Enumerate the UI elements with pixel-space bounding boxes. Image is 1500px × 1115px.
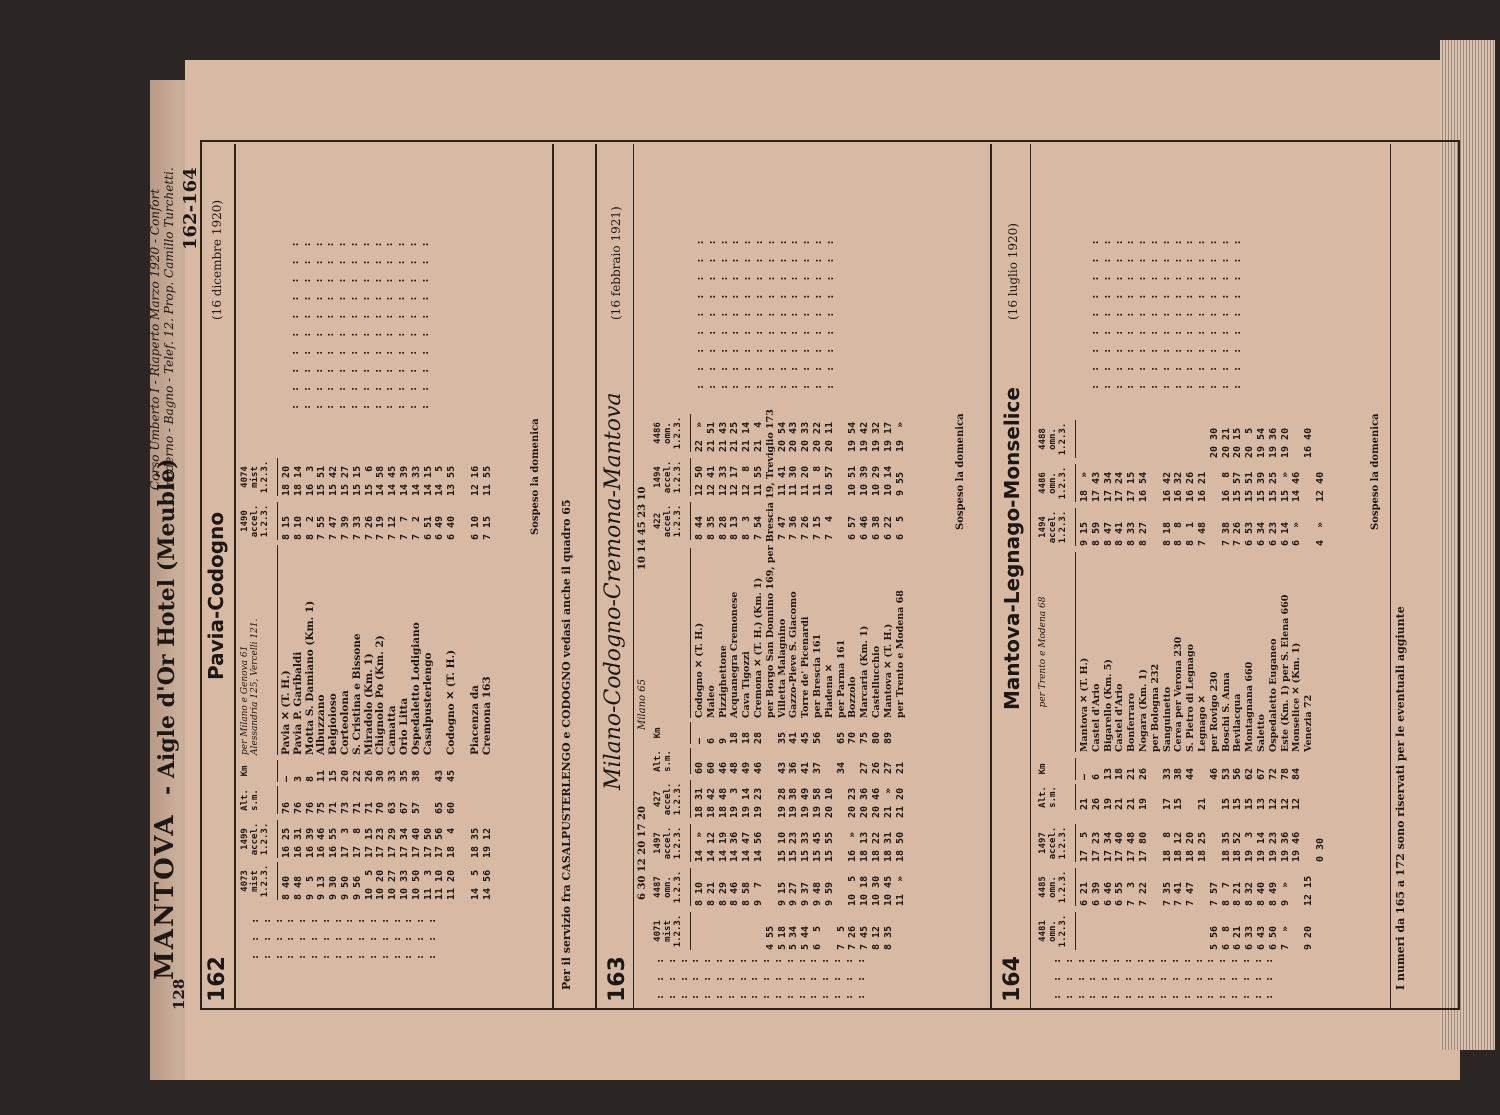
col-header-blank	[653, 548, 691, 718]
page-number: 128	[170, 978, 188, 1010]
bottom-note: Per il servizio fra CASALPUSTERLENGO e CODOGNO vedasi anche il quadro 65	[560, 499, 573, 990]
col-values: — 6 9 18 18 28 35 41 45 56 65 70 75 80 89	[694, 731, 894, 744]
address-line-2: moderno - Bagno - Telef. 12. Prop. Camillo Turchetti.	[162, 167, 176, 490]
col-alt	[653, 748, 906, 774]
col-values: 18 20 18 14 16 3 15 51 15 42 15 27 15 15 15 6 14 58 14 45 14 39 14 33 14 15 14 5 13 55 12 16 11 55	[281, 465, 493, 496]
col-values: 5 56 6 8 6 21 6 33 6 43 6 50 7 » 9 20	[1208, 925, 1315, 950]
rule	[1390, 144, 1391, 1010]
rule	[633, 144, 634, 1010]
col-4074	[240, 458, 493, 496]
empty-column: : : : : : : : : : : : : : : : : : : : : : : : : : : : : : : : : : : : : : : : : : : : : : : : : : : : : : :	[655, 957, 867, 1000]
hotel-ad: - Aigle d'Or Hotel (Meublé)	[154, 458, 180, 795]
col-values: 76 76 76 75 71 73 71 71 70 63 67 57 65 60	[281, 801, 458, 814]
top-times-right: 10 14 45 23 10	[637, 486, 648, 570]
col-4071	[653, 912, 895, 950]
col-header: 422 accel. 1.2.3.	[653, 502, 691, 540]
empty-column: : : : : : : : : : : : : : : : : : : : : : : : : : : : : : : : : : : : : : : : : : : : : : : : : : : : : : : : : :	[1052, 957, 1276, 1000]
table-date: (16 luglio 1920)	[1006, 223, 1020, 320]
col-values: 8 44 8 35 8 28 8 13 8 3 7 54 7 47 7 36 7 26 7 15 7 4 6 57 6 46 6 38 6 22 6 5	[694, 515, 906, 540]
table-163	[595, 140, 985, 1010]
empty-columns-right: : : : : : : : : : : : : : : : : : : : : : : : : : : : : : : : : : : : : : : : : : : : : : : : : : : : : : : : : : : : : : : : : : : : : : : : : : : : : : : : : : : : : : : : : : : : : : : : : : : : : : : : : : : : : : : : : : : : : : : : :	[290, 241, 431, 410]
col-values: 8 10 8 21 8 29 8 46 8 58 9 7 9 15 9 27 9 37 9 48 9 59 10 5 10 18 10 30 10 45 11 »	[694, 875, 906, 906]
rule	[595, 144, 597, 1010]
col-values: 4 55 5 18 5 34 5 44 6 5 7 5 7 26 7 45 8 12 8 35	[764, 925, 894, 950]
col-alt	[1038, 784, 1303, 810]
address-line-1: Corso Umberto I - Riaperto Marzo 1920 - Confort	[148, 188, 162, 490]
via-note: per Trento e Modena 68	[1038, 552, 1076, 752]
col-km	[240, 760, 458, 782]
col-header: Alt. s.m.	[653, 748, 691, 774]
col-header: 1497 accel. 1.2.3.	[653, 824, 691, 862]
station-names: Pavia ✕ (T. H.) Pavia P. Garibaldi Motta S. Damiano (Km. 1) Albuzzano Belgioioso Corteolona S. Cristina e Bissone Miradolo (Km. 1) Chignolo Po (Km. 2) Camatta Orio Litta Ospedaletto Lodigiano Casalpusterlengo Codogno ✕ (T. H.) Piacenza da Cremona 163	[280, 600, 493, 755]
col-values: 16 25 16 31 16 39 16 46 16 55 17 3 17 8 17 15 17 23 17 29 17 34 17 40 17 50 17 56 18 4 18 35 19 12	[281, 827, 493, 858]
col-4481	[1038, 912, 1315, 950]
col-values: 8 40 8 48 9 5 9 13 9 30 9 50 9 56 10 5 10 20 10 27 10 33 10 50 11 3 11 10 11 20 14 5 14 56	[281, 869, 493, 900]
col-4073	[240, 862, 493, 900]
col-values: 17 5 17 23 17 34 17 40 17 48 17 80 18 8 18 12 18 20 18 25 18 35 18 52 19 3 19 14 19 23 19 36 19 46 0 30	[1079, 831, 1326, 862]
table-title: Milano-Codogno-Cremona-Mantova	[601, 392, 626, 790]
col-alt	[240, 786, 458, 814]
col-stations	[1038, 552, 1315, 752]
col-header: 4486 omn. 1.2.3.	[653, 414, 691, 452]
col-values: 22 » 21 51 21 43 21 25 21 14 21 4 20 54 20 43 20 33 20 22 20 11 19 54 19 42 19 32 19 17 19 »	[694, 421, 906, 452]
col-values: 9 15 8 59 8 47 8 41 8 33 8 27 8 18 8 8 8 1 7 48 7 38 7 26 6 53 6 34 6 23 6 14 6 » 4 »	[1079, 521, 1326, 546]
col-1499	[240, 820, 493, 858]
rotated-sheet	[148, 140, 1460, 1010]
col-stations	[240, 545, 493, 755]
table-date: (16 febbraio 1921)	[609, 206, 623, 320]
empty-columns-right: : : : : : : : : : : : : : : : : : : : : : : : : : : : : : : : : : : : : : : : : : : : : : : : : : : : : : : : : : : : : : : : : : : : : : : : : : : : : : : : : : : : : : : : : : : : : : : : : : : : : : : : : : : : : : : : : : : : : :	[1090, 239, 1243, 390]
col-header: 4071 mist 1.2.3.	[653, 912, 691, 950]
via-note-1: per Milano e Genova 61	[240, 645, 250, 755]
col-values: 18 31 18 42 18 48 19 3 19 14 19 23 19 28 19 38 19 49 19 58 20 10 20 23 20 36 20 46 21 » 21 20	[694, 787, 906, 818]
rule	[234, 144, 236, 1010]
page-header	[140, 140, 200, 1010]
col-header: Km	[1038, 758, 1076, 780]
rule	[990, 144, 992, 1010]
col-header: 1494 accel. 1.2.3.	[653, 458, 691, 496]
col-1490	[240, 502, 493, 540]
col-1494	[653, 458, 906, 496]
empty-columns-right: : : : : : : : : : : : : : : : : : : : : : : : : : : : : : : : : : : : : : : : : : : : : : : : : : : : : : : : : : : : : : : : : : : : : : : : : : : : : : : : : : : : : : : : : : : : : : : : : : : : : : : : : : : : :	[695, 239, 836, 390]
rule	[552, 144, 554, 1010]
col-header: Alt. s.m.	[240, 786, 278, 814]
col-4487	[653, 868, 906, 906]
col-km	[653, 722, 895, 744]
top-times: 6 30 12 20 17 20	[637, 806, 648, 900]
from-label: Milano 65	[637, 679, 648, 730]
col-header: 427 accel. 1.2.3.	[653, 780, 691, 818]
rule	[1030, 144, 1031, 1010]
col-values: 14 » 14 12 14 19 14 36 14 47 14 56 15 10 15 23 15 33 15 45 15 55 16 » 18 13 18 22 18 31 18 50	[694, 831, 906, 862]
col-values: 60 60 46 48 49 46 43 36 41 37 34 27 26 27 21	[694, 761, 906, 774]
col-427	[653, 780, 906, 818]
col-422	[653, 502, 906, 540]
table-date: (16 dicembre 1920)	[210, 199, 224, 320]
table-164	[990, 140, 1410, 1010]
col-header: Alt. s.m.	[1038, 784, 1076, 810]
col-header: 4485 omn. 1.2.3.	[1038, 868, 1076, 906]
hotel-address	[148, 140, 176, 490]
col-header: 1497 accel. 1.2.3.	[1038, 824, 1076, 862]
col-values: 18 » 17 43 17 34 17 24 17 15 16 54 16 42 16 32 16 26 16 21 16 8 15 57 15 51 15 39 15 25 15 » 14 46 12 40	[1079, 471, 1326, 502]
table-range: 162-164	[180, 167, 201, 250]
col-km	[1038, 758, 1303, 780]
col-4486	[1038, 464, 1327, 502]
col-header: 1499 accel. 1.2.3.	[240, 820, 278, 858]
col-header: 1490 accel. 1.2.3.	[240, 502, 278, 540]
table-number: 162	[205, 956, 230, 1002]
col-1497	[1038, 824, 1327, 862]
col-values: 21 26 19 21 21 19 17 15 21 15 15 15 13 12 12 12	[1079, 797, 1303, 810]
empty-column: : : : : : : : : : : : : : : : : : : : : : : : : : : : : : : : : : : : : : : : : : : : : : : : :	[250, 917, 438, 960]
footer-note: I numeri da 165 a 172 sono riservati per le eventuali aggiunte	[1394, 606, 1407, 990]
table-title: Pavia-Codogno	[204, 511, 228, 680]
col-header: 4481 omn. 1.2.3.	[1038, 912, 1076, 950]
col-1494	[1038, 508, 1327, 546]
table-162	[200, 140, 590, 1010]
table-number: 164	[1000, 956, 1025, 1002]
col-values: 6 21 6 39 6 46 6 55 7 3 7 22 7 35 7 41 7 47 7 57 8 7 8 21 8 32 8 40 8 49 9 » 12 15	[1079, 875, 1315, 906]
col-header: 4486 omn. 1.2.3.	[1038, 464, 1076, 502]
col-4486	[653, 414, 906, 452]
col-header: 1494 accel. 1.2.3.	[1038, 508, 1076, 546]
col-values: 8 15 8 10 8 2 7 55 7 47 7 39 7 33 7 26 7 19 7 12 7 7 7 2 6 51 6 49 6 40 6 10 7 15	[281, 515, 493, 540]
station-names: Codogno ✕ (T. H.) Maleo Pizzighettone Acquanegra Cremonese Cava Tigozzi Cremona ✕ (T. H.) (Km. 1) per Borgo San Donnino 169, per Brescia 19, Treviglio 173 Villetta Malagnino Gazzo-Pieve S. Giacomo Torre de' Picenardi per Brescia 161 Piadena ✕ per Parma 161 Bozzolo Marcaria (Km. 1) Castellucchio Mantova ✕ (T. H.) per Trento e Modena 68	[694, 409, 906, 718]
col-header: 4488 omn. 1.2.3.	[1038, 420, 1076, 458]
col-4485	[1038, 868, 1315, 906]
suspended-note: Sospeso la domenica	[955, 413, 966, 530]
col-values: 20 30 20 21 20 15 20 5 19 54 19 36 19 20 16 40	[1208, 427, 1315, 458]
station-names: Mantova ✕ (T. H.) Castel d'Ario Bigarello (Km. 5) Castel d'Ario Bonferraro Nogara (Km. 1) per Bologna 232 Sanguinetto Cerea per Verona 230 S. Pietro di Legnago Legnago ✕ per Rovigo 230 Boschi S. Anna Bevilacqua Montagnana 660 Saletto Ospedaletto Euganeo Este (Km. 1) per S. Elena 660 Monselice ✕ (Km. 1) Venezia 72	[1079, 594, 1315, 752]
table-title: Mantova-Legnago-Monselice	[1000, 387, 1024, 710]
col-values: — 3 8 11 15 20 22 26 30 33 35 38 43 45	[281, 769, 458, 782]
col-header: 4073 mist 1.2.3.	[240, 862, 278, 900]
col-values: 12 50 12 41 12 33 12 17 12 8 11 55 11 41 11 30 11 20 11 8 10 57 10 51 10 39 10 29 10 14 9 55	[694, 465, 906, 496]
via-note-2: Alessandria 125, Vercelli 121.	[250, 618, 260, 755]
suspended-note: Sospeso la domenica	[1370, 413, 1381, 530]
col-header: 4074 mist 1.2.3.	[240, 458, 278, 496]
col-header: 4487 omn. 1.2.3.	[653, 868, 691, 906]
col-header: Km	[240, 760, 278, 782]
via-notes	[240, 545, 278, 755]
col-1497	[653, 824, 906, 862]
city-name: MANTOVA	[150, 813, 180, 980]
table-number: 163	[605, 956, 630, 1002]
col-values: — 6 13 18 21 26 33 38 44 46 53 56 62 67 72 78 84	[1079, 767, 1303, 780]
col-4488	[1038, 420, 1315, 458]
suspended-note: Sospeso la domenica	[530, 418, 541, 535]
col-header: Km	[653, 722, 691, 744]
